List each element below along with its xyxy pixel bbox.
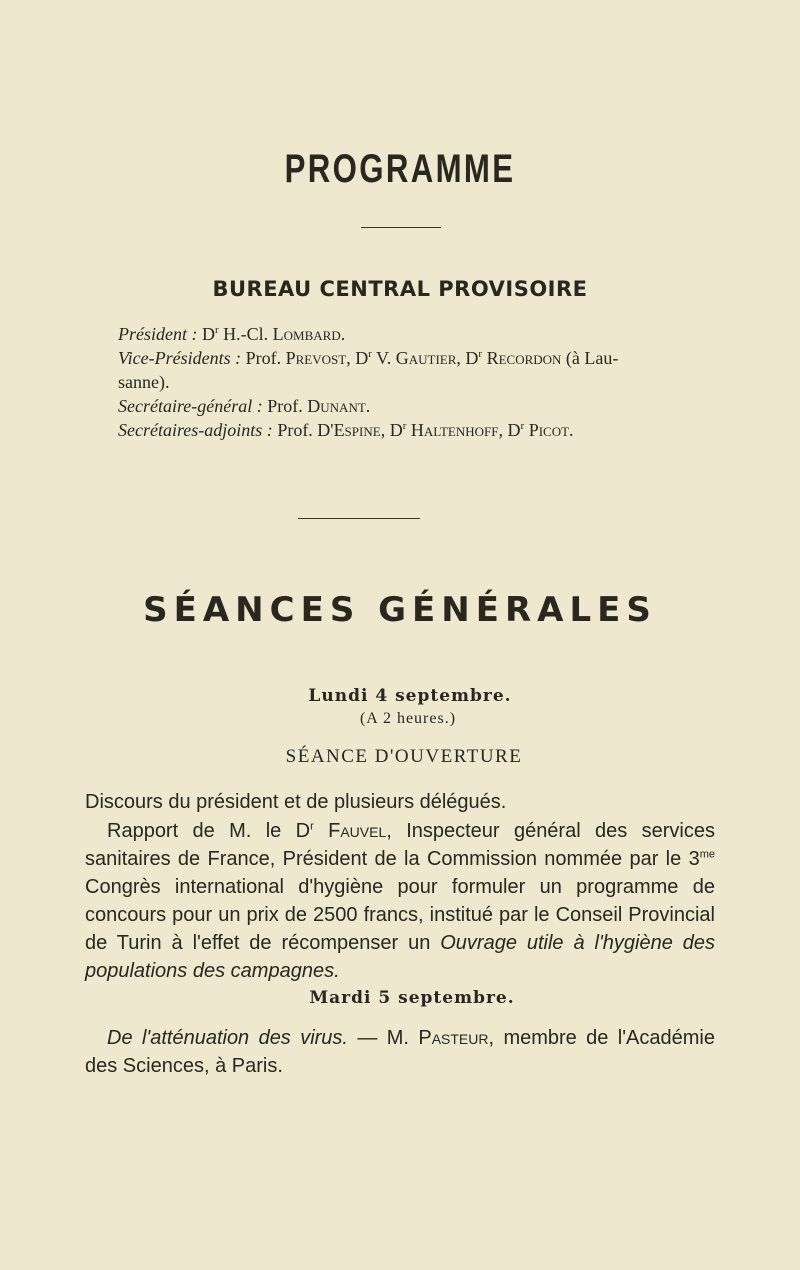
report-text-b: , Inspecteur général des services sanitaires de France, Président de la Commission nommée par le 3 <box>85 820 715 870</box>
report-text-c: Congrès international d'hygiène pour formuler un programme de concours pour un prix de 2500 francs, institué par le Conseil Provincial de Turin à l'effet de récompenser un <box>85 876 715 954</box>
pasteur-text-a: — M. <box>347 1027 419 1049</box>
president-name: H.-Cl. <box>218 324 273 344</box>
page-title: PROGRAMME <box>284 147 516 191</box>
day2-date: Mardi 5 septembre. <box>309 988 515 1008</box>
vice-name-gautier: Gautier <box>395 348 457 368</box>
paragraph-report <box>85 817 715 985</box>
secadj-role: Secrétaires-adjoints : <box>118 420 273 440</box>
day1-hour: (A 2 heures.) <box>359 710 457 727</box>
president-line <box>118 322 718 346</box>
seances-heading: SÉANCES GÉNÉRALES <box>143 590 657 630</box>
secgen-text: Prof. <box>262 396 308 416</box>
secadj-text-a: Prof. D' <box>272 420 334 440</box>
secadj-name-picot: Picot. <box>528 420 574 440</box>
secadj-text-b: , D <box>380 420 403 440</box>
bureau-heading: BUREAU CENTRAL PROVISOIRE <box>212 277 588 301</box>
pasteur-lecture-title: De l'atténuation des virus. <box>107 1027 348 1049</box>
vice-name-prevost: Prevost <box>285 348 347 368</box>
vice-text-d: , D <box>456 348 479 368</box>
secgen-name: Dunant. <box>307 396 371 416</box>
president-prefix: D <box>201 324 215 344</box>
title-divider <box>361 227 441 228</box>
vice-sup-2: r <box>478 348 483 360</box>
vice-text-c: V. <box>371 348 396 368</box>
vice-presidents-line-2: sanne). <box>118 372 170 392</box>
vice-text-f: (à Lau- <box>561 348 619 368</box>
vice-presidents-line <box>118 346 718 370</box>
day1-date: Lundi 4 septembre. <box>308 686 512 706</box>
secretary-general-line <box>118 394 718 418</box>
secadj-text-d: , D <box>498 420 521 440</box>
paragraph-speeches: Discours du président et de plusieurs délégués. <box>85 791 507 813</box>
vice-text-b: , D <box>346 348 369 368</box>
president-sup: r <box>214 324 219 336</box>
paragraph-pasteur <box>85 1024 715 1080</box>
opening-session-heading: SÉANCE D'OUVERTURE <box>285 746 523 767</box>
pasteur-name: Pasteur <box>418 1027 489 1049</box>
vice-text-a: Prof. <box>241 348 286 368</box>
report-sup-me: me <box>699 848 715 861</box>
report-work-title: Ouvrage utile à l'hygiène des populations des campagnes. <box>85 932 715 982</box>
officers-list <box>118 322 718 442</box>
secgen-role: Secrétaire-général : <box>118 396 263 416</box>
president-role: Président : <box>118 324 198 344</box>
secadj-sup-2: r <box>520 420 525 432</box>
vice-name-recordon: Recordon <box>486 348 562 368</box>
report-name-fauvel: Fauvel <box>313 820 387 842</box>
secadj-sup-1: r <box>402 420 407 432</box>
secadj-name-espine: Espine <box>333 420 381 440</box>
report-sup: r <box>310 820 314 833</box>
secadj-name-haltenhoff: Haltenhoff <box>410 420 499 440</box>
vice-sup-1: r <box>368 348 372 360</box>
report-text-a: Rapport de M. le D <box>107 820 311 842</box>
president-surname: Lombard. <box>272 324 346 344</box>
pasteur-text-b: , membre de l'Académie des Sciences, à Paris. <box>85 1027 715 1077</box>
section-divider <box>298 518 420 519</box>
assistant-secretaries-line <box>118 418 718 442</box>
vice-role: Vice-Présidents : <box>118 348 242 368</box>
